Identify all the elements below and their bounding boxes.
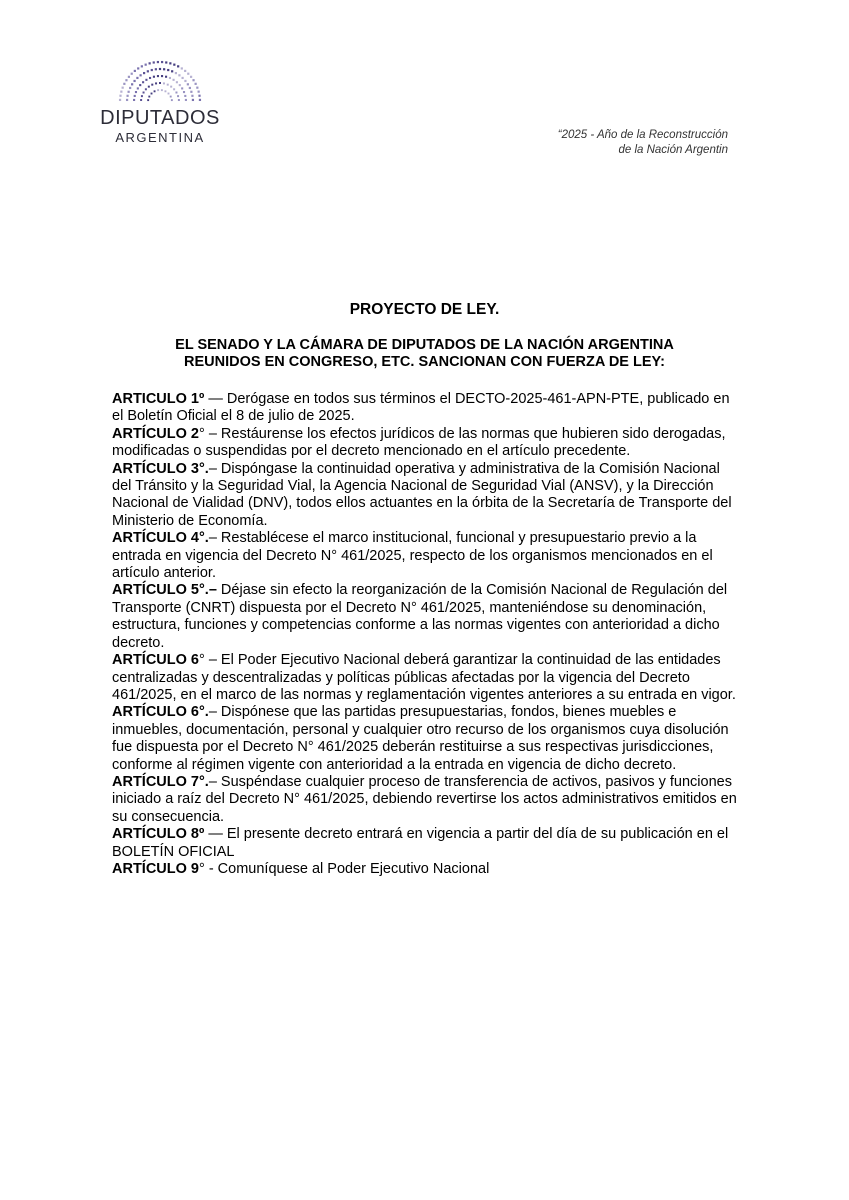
dome-seat-mark (192, 79, 194, 81)
dome-seat-mark (191, 95, 193, 97)
dome-seat-mark (187, 73, 189, 75)
dome-seat-mark (170, 86, 172, 88)
dome-seat-mark (189, 87, 191, 89)
article-text: – Dispónese que las partidas presupuestarias, fondos, bienes muebles e inmuebles, documentación, personal y cualquier otro recurso de los organismos cuya disolución fue dispuesta por el Decreto N° 461/2025 deberán restituirse a sus respectivas jurisdicciones, conforme al régimen vigente con anterioridad a la entrada en vigencia de dicho decreto. (112, 704, 729, 773)
dome-seat-mark (133, 80, 135, 82)
dome-seat-mark (145, 88, 147, 90)
dome-seat-mark (176, 81, 178, 83)
dome-seat-mark (190, 91, 192, 93)
dome-seat-mark (185, 99, 187, 101)
enacting-line-2: REUNIDOS EN CONGRESO, ETC. SANCIONAN CON FUERZA DE LEY: (184, 354, 665, 370)
dome-seat-mark (159, 82, 161, 84)
dome-seat-mark (161, 89, 163, 91)
article-text: ° – El Poder Ejecutivo Nacional deberá garantizar la continuidad de las entidades centralizadas y descentralizadas y políticas públicas afectadas por la vigencia del Decreto 461/2025, en el marco de las normas y reglamentación vigentes anteriores a su entrada en vigor. (112, 652, 736, 703)
dome-seat-mark (128, 76, 130, 78)
dome-seat-mark (126, 95, 128, 97)
dome-seat-mark (131, 73, 133, 75)
dome-seat-mark (148, 96, 150, 98)
article-5 (112, 582, 742, 652)
dome-seat-mark (177, 95, 179, 97)
dome-seat-mark (157, 75, 159, 77)
dome-seat-mark (159, 68, 161, 70)
dome-seat-mark (126, 99, 128, 101)
motto-line-2: de la Nación Argentin (618, 144, 728, 156)
dome-seat-mark (184, 95, 186, 97)
article-text: – Restablécese el marco institucional, funcional y presupuestario previo a la entrada en vigencia del Decreto N° 461/2025, respecto de los organismos mencionados en el artículo anterior. (112, 530, 713, 582)
dome-seat-mark (120, 91, 122, 93)
dome-seat-mark (145, 79, 147, 81)
year-motto (558, 128, 728, 158)
article-9 (112, 861, 742, 878)
congress-dome-icon (112, 58, 208, 104)
dome-seat-mark (199, 99, 201, 101)
dome-seat-mark (119, 99, 121, 101)
dome-seat-mark (131, 83, 133, 85)
dome-seat-mark (143, 72, 145, 74)
dome-seat-mark (147, 70, 149, 72)
articles-list (112, 391, 742, 878)
logo-subtitle: ARGENTINA (115, 130, 205, 145)
article-8 (112, 826, 742, 861)
dome-seat-mark (178, 74, 180, 76)
article-heading: ARTÍCULO 4°. (112, 530, 209, 547)
dome-seat-mark (125, 79, 127, 81)
dome-seat-mark (157, 61, 159, 63)
dome-seat-mark (179, 84, 181, 86)
article-7 (112, 774, 742, 826)
article-text: ° – Restáurense los efectos jurídicos de las normas que hubieren sido derogadas, modificadas o suspendidas por el decreto mencionado en el artículo precedente. (112, 425, 726, 460)
dome-seat-mark (143, 92, 145, 94)
dome-seat-mark (184, 80, 186, 82)
dome-seat-mark (165, 76, 167, 78)
dome-seat-mark (148, 86, 150, 88)
article-heading: ARTÍCULO 2 (112, 425, 199, 442)
dome-seat-mark (149, 77, 151, 79)
article-heading: ARTÍCULO 7°. (112, 773, 209, 790)
article-1 (112, 391, 742, 426)
dome-seat-mark (173, 79, 175, 81)
dome-seat-mark (167, 84, 169, 86)
dome-seat-mark (154, 90, 156, 92)
article-text: — El presente decreto entrará en vigencia a partir del día de su publicación en el BOLETÍN OFICIAL (112, 826, 729, 860)
dome-seat-mark (142, 81, 144, 83)
dome-seat-mark (134, 70, 136, 72)
dome-seat-mark (134, 95, 136, 97)
dome-seat-mark (161, 75, 163, 77)
motto-line-1: “2025 - Año de la Reconstrucción (557, 129, 728, 141)
dome-seat-mark (119, 95, 121, 97)
dome-seat-mark (192, 99, 194, 101)
dome-seat-mark (184, 70, 186, 72)
dome-seat-mark (147, 99, 149, 101)
logo-name: DIPUTADOS (100, 107, 220, 129)
dome-seat-mark (153, 61, 155, 63)
dome-seat-mark (136, 77, 138, 79)
dome-seat-mark (128, 91, 130, 93)
document-title: PROYECTO DE LEY. (349, 301, 500, 318)
dome-seat-mark (133, 99, 135, 101)
article-4 (112, 530, 742, 582)
dome-seat-mark (169, 77, 171, 79)
dome-seat-mark (135, 91, 137, 93)
dome-seat-mark (175, 72, 177, 74)
dome-seat-mark (161, 61, 163, 63)
dome-seat-mark (187, 83, 189, 85)
dome-seat-mark (151, 69, 153, 71)
dome-seat-mark (173, 64, 175, 66)
dome-seat-mark (137, 67, 139, 69)
dome-seat-mark (141, 95, 143, 97)
article-text: – Dispóngase la continuidad operativa y administrativa de la Comisión Nacional del Tránsito y la Seguridad Vial, la Agencia Nacional de Seguridad Vial (ANSV), y la Dirección Nacional de Vialidad (DNV), todos ellos actuantes en la órbita de la Secretaría de Transporte del Ministerio de Economía. (112, 460, 732, 529)
dome-seat-mark (155, 82, 157, 84)
dome-seat-mark (163, 82, 165, 84)
dome-seat-mark (139, 84, 141, 86)
article-heading: ARTÍCULO 8º (112, 826, 205, 843)
dome-seat-mark (153, 76, 155, 78)
article-heading: ARTÍCULO 3°. (112, 460, 209, 477)
article-text: – Suspéndase cualquier proceso de transferencia de activos, pasivos y funciones iniciado a raíz del Decreto N° 461/2025, debiendo revertirse los actos administrativos emitidos en su consecuencia. (112, 773, 737, 825)
dome-seat-mark (196, 87, 198, 89)
dome-seat-mark (171, 70, 173, 72)
dome-seat-mark (177, 65, 179, 67)
dome-seat-mark (190, 76, 192, 78)
dome-seat-mark (141, 65, 143, 67)
article-heading: ARTÍCULO 6 (112, 652, 199, 669)
dome-seat-mark (122, 87, 124, 89)
dome-seat-mark (151, 84, 153, 86)
dome-seat-mark (183, 91, 185, 93)
dome-seat-mark (163, 68, 165, 70)
dome-seat-mark (145, 64, 147, 66)
article-6 (112, 652, 742, 704)
article-text: Déjase sin efecto la reorganización de la Comisión Nacional de Regulación del Transporte (CNRT) dispuesta por el Decreto N° 461/2025, manteniéndose su denominación, estructura, funciones y competencias conforme a las normas vigentes con anterioridad a dicho decreto. (112, 582, 728, 651)
dome-seat-mark (167, 69, 169, 71)
dome-seat-mark (137, 87, 139, 89)
dome-seat-mark (165, 61, 167, 63)
dome-seat-mark (181, 77, 183, 79)
dome-seat-mark (169, 62, 171, 64)
dome-seat-mark (181, 87, 183, 89)
article-heading: ARTÍCULO 6°. (112, 704, 209, 721)
article-text: ° - Comuníquese al Poder Ejecutivo Nacional (199, 860, 490, 877)
article-text: — Derógase en todos sus términos el DECTO-2025-461-APN-PTE, publicado en el Boletín Oficial el 8 de julio de 2025. (112, 391, 730, 425)
dome-seat-mark (198, 91, 200, 93)
article-6-bis (112, 704, 742, 774)
dome-seat-mark (198, 95, 200, 97)
dome-seat-mark (140, 74, 142, 76)
dome-seat-mark (129, 87, 131, 89)
dome-seat-mark (155, 68, 157, 70)
dome-seat-mark (171, 99, 173, 101)
article-2 (112, 426, 742, 461)
article-heading: ARTICULO 1º (112, 391, 205, 407)
dome-seat-mark (165, 90, 167, 92)
dome-seat-mark (195, 83, 197, 85)
dome-seat-mark (175, 92, 177, 94)
diputados-logo (100, 58, 220, 148)
dome-seat-mark (151, 93, 153, 95)
enacting-line-1: EL SENADO Y LA CÁMARA DE DIPUTADOS DE LA NACIÓN ARGENTINA (175, 337, 674, 353)
dome-seat-mark (140, 99, 142, 101)
article-heading: ARTÍCULO 9 (112, 860, 199, 877)
dome-seat-mark (149, 62, 151, 64)
dome-seat-mark (181, 67, 183, 69)
dome-seat-mark (168, 93, 170, 95)
dome-seat-mark (178, 99, 180, 101)
article-heading: ARTÍCULO 5°.– (112, 582, 217, 599)
article-3 (112, 461, 742, 531)
enacting-clause (0, 337, 849, 371)
dome-seat-mark (157, 89, 159, 91)
dome-seat-mark (170, 96, 172, 98)
dome-seat-mark (173, 88, 175, 90)
dome-seat-mark (123, 83, 125, 85)
